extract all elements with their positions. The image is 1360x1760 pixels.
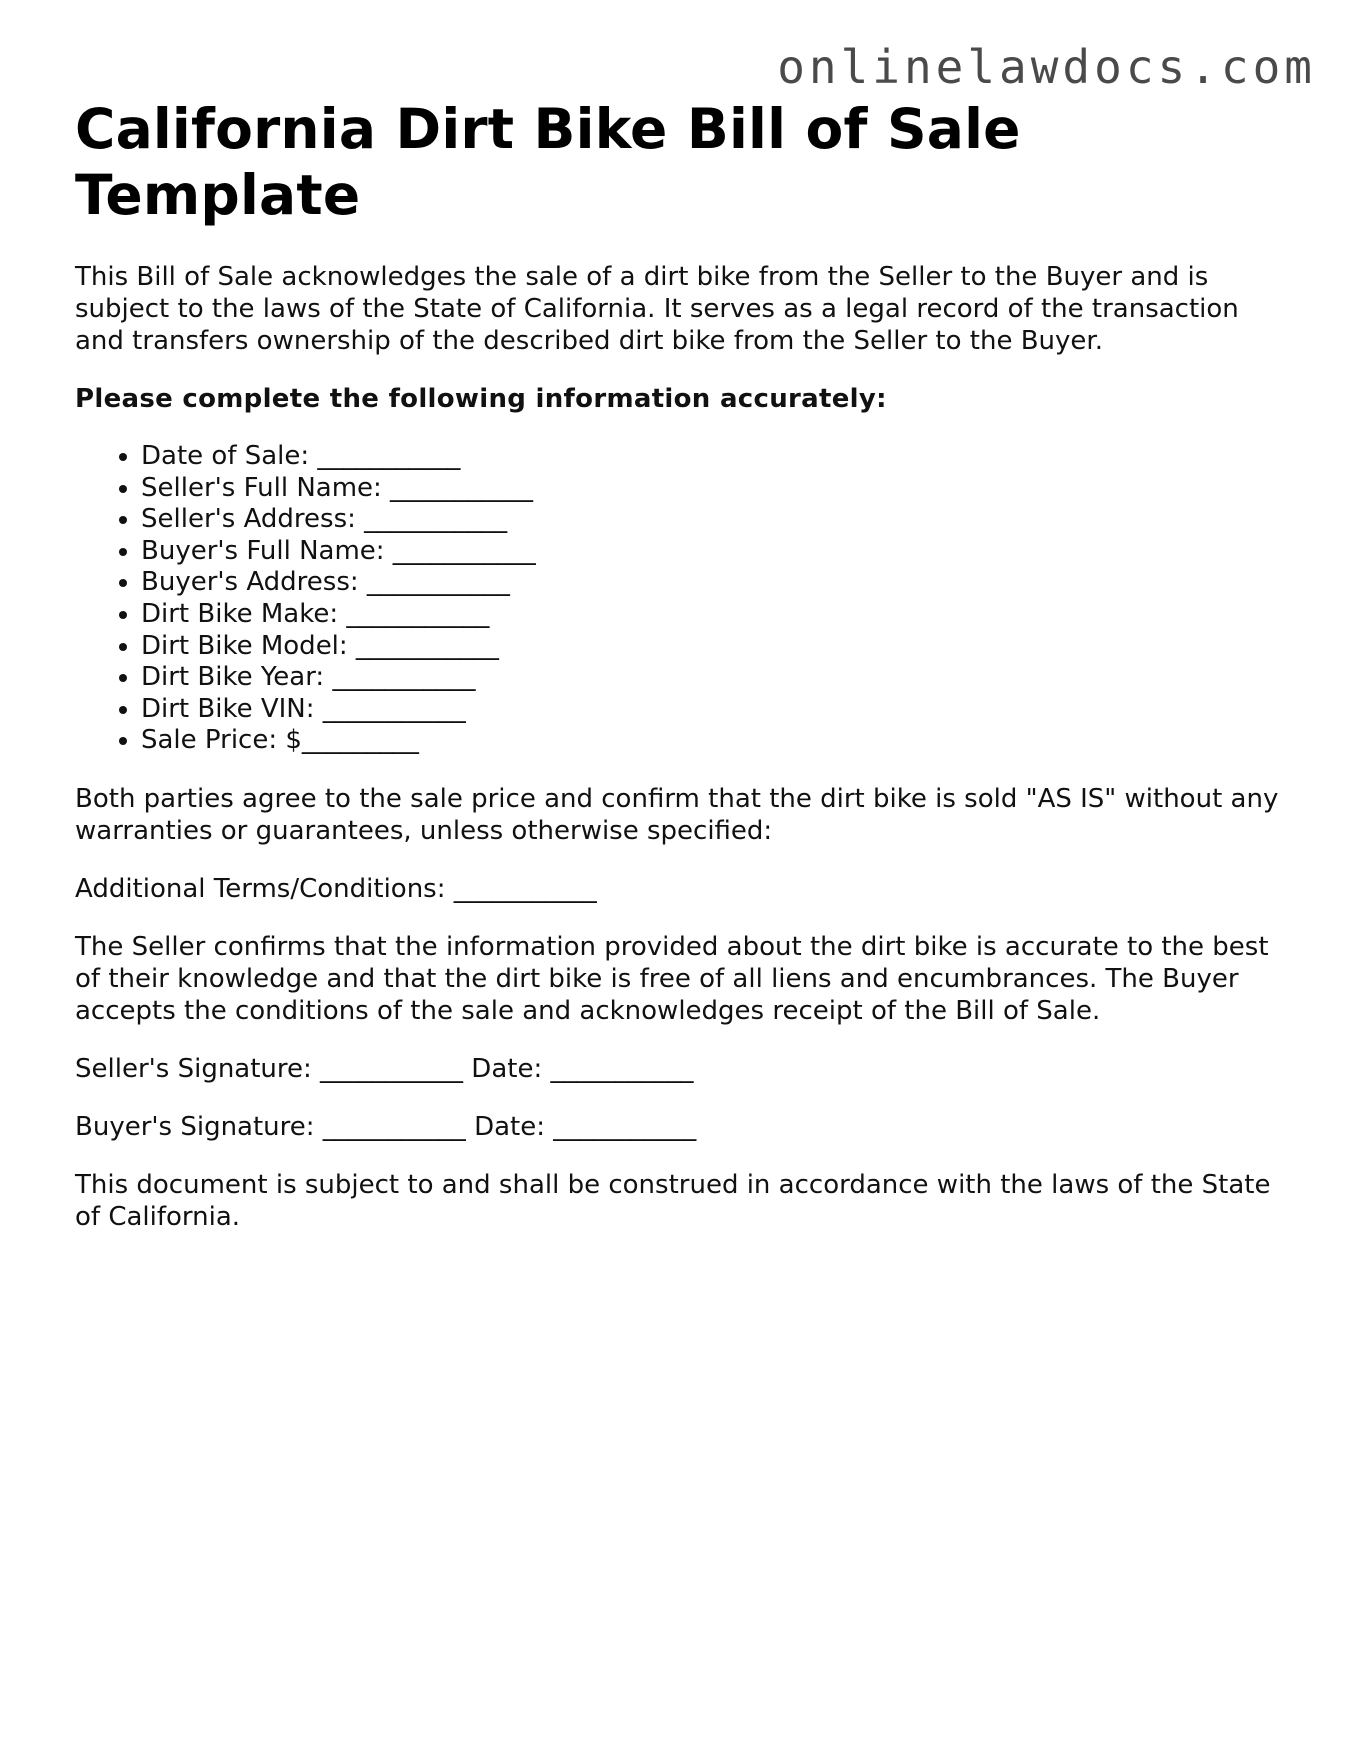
agreement-paragraph: Both parties agree to the sale price and confirm that the dirt bike is sold "AS IS" without any warranties or guarantees, unless otherwise specified:	[75, 783, 1279, 846]
field-date-of-sale: • Date of Sale: ___________	[141, 441, 1290, 473]
field-buyer-address: • Buyer's Address: ___________	[141, 567, 1290, 599]
instruction-heading: Please complete the following information accurately:	[75, 384, 887, 414]
additional-terms: Additional Terms/Conditions: ___________	[75, 873, 597, 904]
field-seller-name: • Seller's Full Name: ___________	[141, 473, 1290, 505]
field-bike-model: • Dirt Bike Model: ___________	[141, 631, 1290, 663]
field-bike-vin: • Dirt Bike VIN: ___________	[141, 694, 1290, 726]
seller-signature-line: Seller's Signature: ___________ Date: ___________	[75, 1053, 694, 1084]
seller-confirmation-paragraph: The Seller confirms that the information provided about the dirt bike is accurate to the best of their knowledge and that the dirt bike is free of all liens and encumbrances. The Buyer accepts the conditions of the sale and acknowledges receipt of the Bill of Sale.	[75, 931, 1269, 1026]
buyer-signature-line: Buyer's Signature: ___________ Date: ___________	[75, 1111, 697, 1142]
field-seller-address: • Seller's Address: ___________	[141, 504, 1290, 536]
field-sale-price: • Sale Price: $_________	[141, 725, 1290, 757]
document-page	[75, 96, 1290, 1233]
document-title: California Dirt Bike Bill of Sale Template	[75, 97, 1021, 227]
watermark: onlinelawdocs.com	[777, 40, 1316, 94]
intro-paragraph: This Bill of Sale acknowledges the sale of a dirt bike from the Seller to the Buyer and is subject to the laws of the State of California. It serves as a legal record of the transaction and transfers ownership of the described dirt bike from the Seller to the Buyer.	[75, 262, 1239, 356]
field-buyer-name: • Buyer's Full Name: ___________	[141, 536, 1290, 568]
field-list	[75, 441, 1290, 757]
field-bike-year: • Dirt Bike Year: ___________	[141, 662, 1290, 694]
governing-law-paragraph: This document is subject to and shall be construed in accordance with the laws of the State of California.	[75, 1169, 1271, 1232]
field-bike-make: • Dirt Bike Make: ___________	[141, 599, 1290, 631]
